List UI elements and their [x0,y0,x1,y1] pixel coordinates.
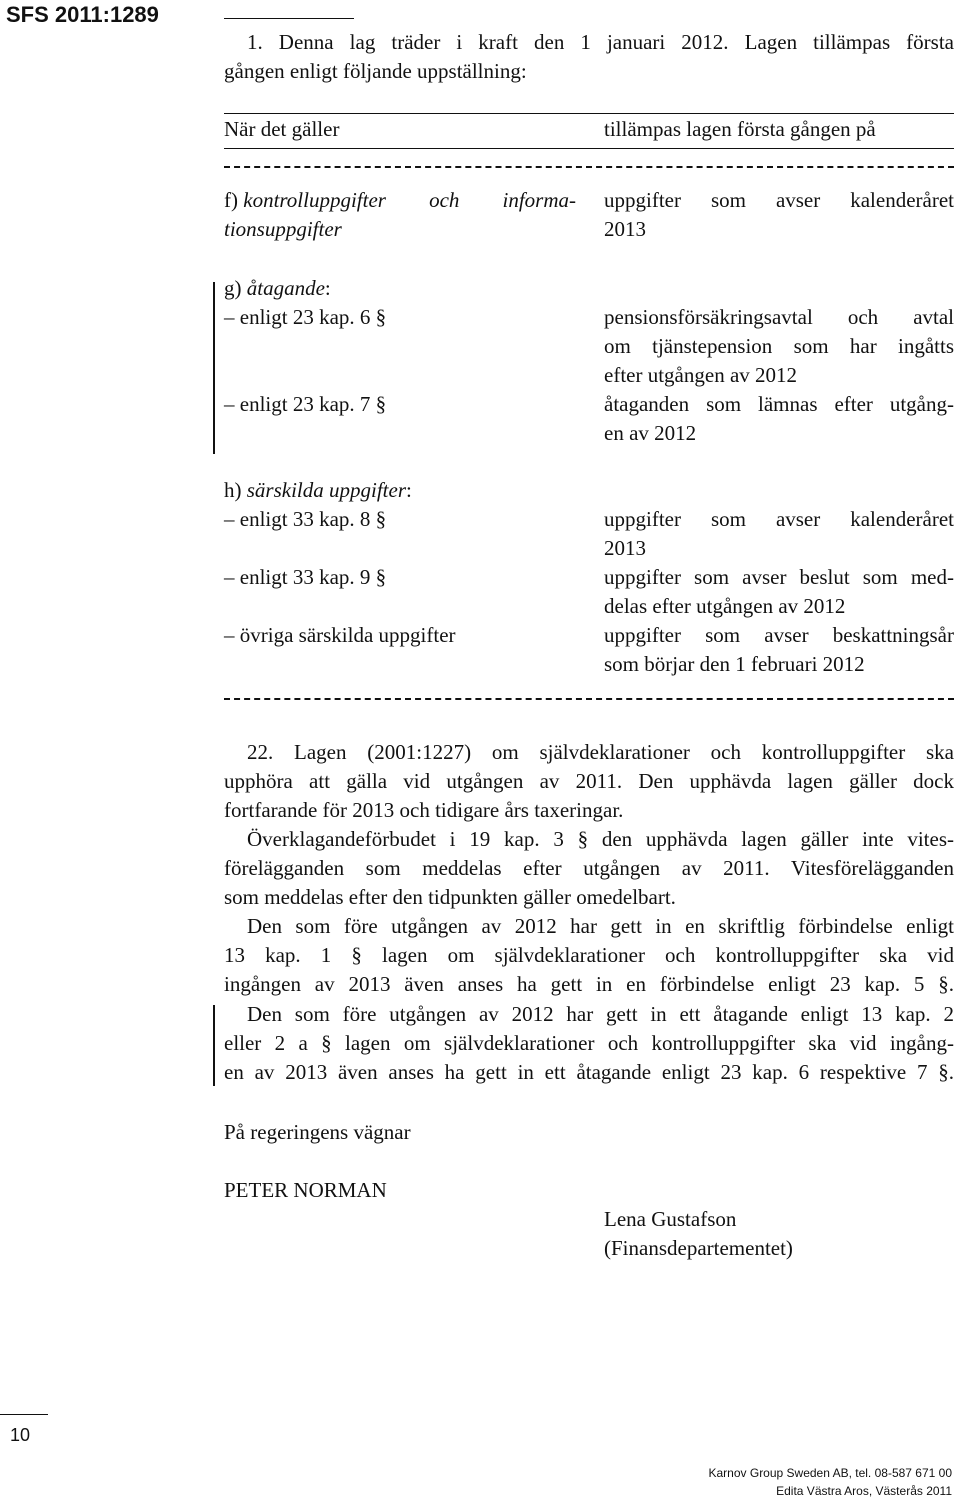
s22-p1-line-2: upphöra att gälla vid utgången av 2011. Den upphävda lagen gäller dock [224,769,954,793]
minister-name: PETER NORMAN [224,1178,387,1202]
row-h-item3-line-2: som börjar den 1 februari 2012 [604,652,865,676]
table-header-rule [224,148,954,149]
table-top-rule [224,113,954,114]
row-h-item1-line-1: uppgifter som avser kalenderåret [604,507,954,531]
row-f-label-line-2: tionsuppgifter [224,217,342,241]
s22-p2-line-1: Överklagandeförbudet i 19 kap. 3 § den upphävda lagen gäller inte vites- [247,827,954,851]
sfs-number: SFS 2011:1289 [6,2,159,27]
row-h-item3-line-1: uppgifter som avser beskattningsår [604,623,954,647]
row-h-heading: h) särskilda uppgifter: [224,478,412,502]
row-f-value-line-2: 2013 [604,217,646,241]
row-h-item2-line-1: uppgifter som avser beslut som med- [604,565,954,589]
footer-printer: Edita Västra Aros, Västerås 2011 [776,1484,952,1498]
row-f-value-line-1: uppgifter som avser kalenderåret [604,188,954,212]
row-g-item1-line-3: efter utgången av 2012 [604,363,798,387]
table-col2-header: tillämpas lagen första gången på [604,117,876,141]
row-g-heading: g) åtagande: [224,276,331,300]
footnote-separator [224,18,354,19]
page-number-box [0,1414,48,1483]
official-name: Lena Gustafson [604,1207,737,1231]
row-g-item2-label: – enligt 23 kap. 7 § [224,392,387,416]
intro-line-1: 1. Denna lag träder i kraft den 1 januari 2012. Lagen tillämpas första [247,30,954,54]
row-f-conjunction: och [429,188,460,212]
row-f-label-line-1 [224,186,576,215]
row-g-item1-line-2: om tjänstepension som har ingåtts [604,334,954,358]
table-dashed-rule-top [224,166,954,168]
on-behalf-of-government: På regeringens vägnar [224,1120,411,1144]
change-bar-g [213,282,215,454]
change-bar-s22 [213,1005,215,1086]
row-g-item1-label: – enligt 23 kap. 6 § [224,305,387,329]
s22-p4-line-2: eller 2 a § lagen om självdeklarationer och kontrolluppgifter ska vid ingång- [224,1031,954,1055]
row-g-item1-line-1: pensionsförsäkringsavtal och avtal [604,305,954,329]
s22-p2-line-3: som meddelas efter den tidpunkten gäller omedelbart. [224,885,676,909]
row-h-item1-line-2: 2013 [604,536,646,560]
row-h-item2-label: – enligt 33 kap. 9 § [224,565,387,589]
table-dashed-rule-bottom [224,698,954,700]
table-col1-header: När det gäller [224,117,340,141]
s22-p1-line-3: fortfarande för 2013 och tidigare års taxeringar. [224,798,624,822]
s22-p2-line-2: förelägganden som meddelas efter utgången av 2011. Vitesförelägganden [224,856,954,880]
page-number: 10 [10,1425,31,1445]
row-f-prefix: f) [224,188,238,212]
footer-publisher: Karnov Group Sweden AB, tel. 08-587 671 00 [708,1466,952,1480]
s22-p4-line-3: en av 2013 även anses ha gett in ett åtagande enligt 23 kap. 6 respektive 7 §. [224,1060,954,1084]
row-g-item2-line-1: åtaganden som lämnas efter utgång- [604,392,954,416]
row-f-term-2: informa- [502,188,576,212]
s22-p3-line-2: 13 kap. 1 § lagen om självdeklarationer och kontrolluppgifter ska vid [224,943,954,967]
row-g-item2-line-2: en av 2012 [604,421,697,445]
department-name: (Finansdepartementet) [604,1236,793,1260]
s22-p3-line-3: ingången av 2013 även anses ha gett in en förbindelse enligt 23 kap. 5 §. [224,972,954,996]
row-h-item2-line-2: delas efter utgången av 2012 [604,594,846,618]
s22-p1-line-1: 22. Lagen (2001:1227) om självdeklarationer och kontrolluppgifter ska [247,740,954,764]
row-h-item1-label: – enligt 33 kap. 8 § [224,507,387,531]
row-h-item3-label: – övriga särskilda uppgifter [224,623,456,647]
intro-line-2: gången enligt följande uppställning: [224,59,527,83]
row-f-term: kontrolluppgifter [243,188,386,212]
s22-p4-line-1: Den som före utgången av 2012 har gett in ett åtagande enligt 13 kap. 2 [247,1002,954,1026]
s22-p3-line-1: Den som före utgången av 2012 har gett in en skriftlig förbindelse enligt [247,914,954,938]
